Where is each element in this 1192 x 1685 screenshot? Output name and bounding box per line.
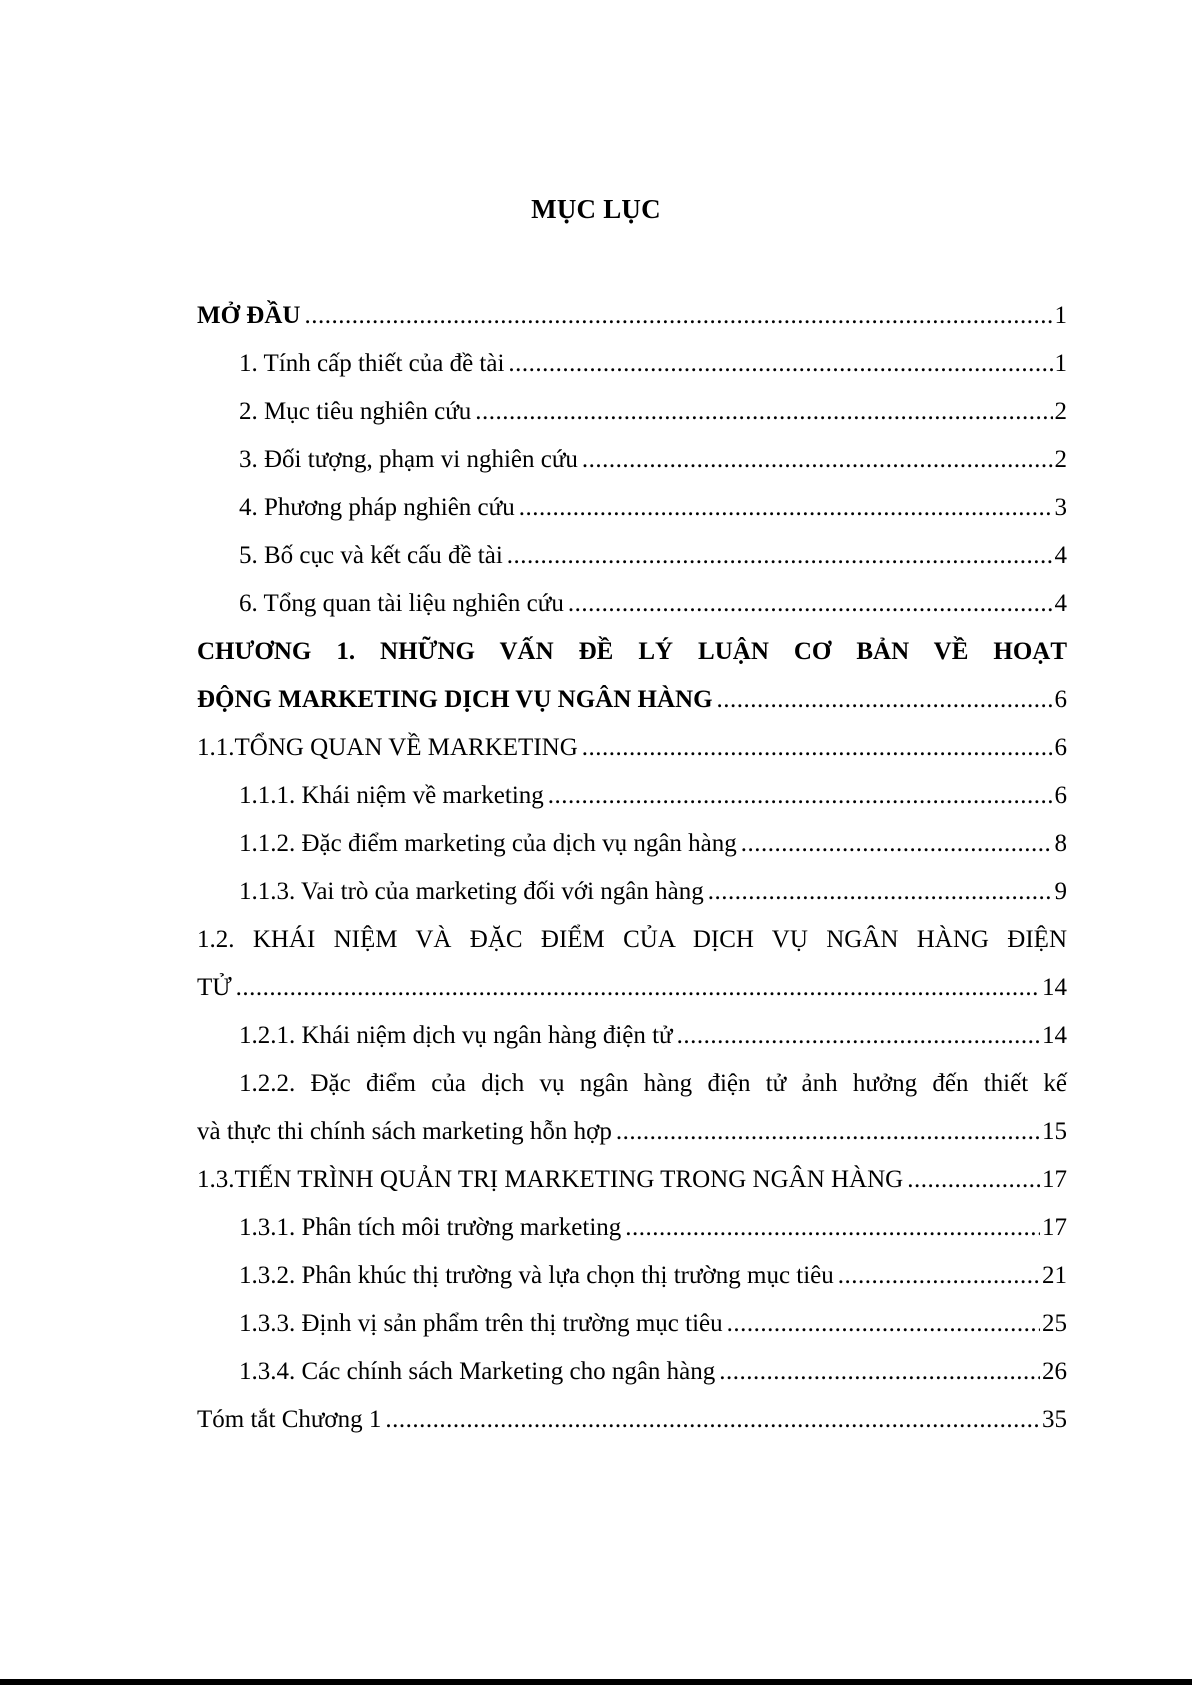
dot-leader <box>508 340 1052 388</box>
toc-page-number: 3 <box>1054 494 1067 521</box>
toc-page-number: 6 <box>1054 686 1067 713</box>
toc-entry-1-3[interactable] <box>197 1156 1067 1204</box>
toc-entry-text: và thực thi chính sách marketing hỗn hợp <box>197 1118 612 1145</box>
toc-entry-phuong-phap[interactable] <box>197 484 1067 532</box>
toc-page-number: 2 <box>1054 398 1067 425</box>
dot-leader <box>568 580 1053 628</box>
toc-entry-text: 1.3.4. Các chính sách Marketing cho ngân hàng <box>239 1358 716 1385</box>
toc-page-number: 6 <box>1054 782 1067 809</box>
bottom-border <box>0 1679 1192 1685</box>
toc-entry-text: 1.3.3. Định vị sản phẩm trên thị trường mục tiêu <box>239 1310 723 1337</box>
toc-page-number: 14 <box>1042 1022 1067 1049</box>
dot-leader <box>838 1252 1040 1300</box>
toc-page-number: 25 <box>1042 1310 1067 1337</box>
dot-leader <box>907 1156 1040 1204</box>
toc-entry-1-2-1[interactable] <box>197 1012 1067 1060</box>
toc-entry-chuong-1-line2[interactable] <box>197 676 1067 724</box>
toc-entry-text: 1.2.2. Đặc điểm của dịch vụ ngân hàng điện tử ảnh hưởng đến thiết kế <box>239 1070 1067 1097</box>
toc-entry-text: 1.1.2. Đặc điểm marketing của dịch vụ ngân hàng <box>239 830 737 857</box>
toc-entry-1-2-2-line2[interactable] <box>197 1108 1067 1156</box>
toc-entry-1-2-line2[interactable] <box>197 964 1067 1012</box>
toc-entry-1-3-3[interactable] <box>197 1300 1067 1348</box>
toc-entry-1-3-2[interactable] <box>197 1252 1067 1300</box>
toc-entry-bo-cuc[interactable] <box>197 532 1067 580</box>
dot-leader <box>385 1396 1040 1444</box>
toc-entry-text: ĐỘNG MARKETING DỊCH VỤ NGÂN HÀNG <box>197 686 713 713</box>
toc-entry-text: Tóm tắt Chương 1 <box>197 1406 382 1433</box>
toc-entry-text: CHƯƠNG 1. NHỮNG VẤN ĐỀ LÝ LUẬN CƠ BẢN VỀ HOẠT <box>197 638 1067 665</box>
toc-entry-1-2-2-line1[interactable] <box>197 1060 1067 1108</box>
toc-entry-text: 3. Đối tượng, phạm vi nghiên cứu <box>239 446 578 473</box>
toc-entry-text: 2. Mục tiêu nghiên cứu <box>239 398 472 425</box>
toc-page-number: 4 <box>1054 590 1067 617</box>
dot-leader <box>582 724 1053 772</box>
dot-leader <box>582 436 1053 484</box>
toc-entry-1-1-2[interactable] <box>197 820 1067 868</box>
toc-entry-1-1-1[interactable] <box>197 772 1067 820</box>
toc-entry-mo-dau[interactable] <box>197 292 1067 340</box>
toc-entry-text: 1.3.2. Phân khúc thị trường và lựa chọn thị trường mục tiêu <box>239 1262 834 1289</box>
toc-entry-text: 1.1.TỔNG QUAN VỀ MARKETING <box>197 734 578 761</box>
dot-leader <box>708 868 1053 916</box>
dot-leader <box>625 1204 1040 1252</box>
toc-page-number: 17 <box>1042 1166 1067 1193</box>
toc-entry-text: 1. Tính cấp thiết của đề tài <box>239 350 505 377</box>
toc-entry-tong-quan-tai-lieu[interactable] <box>197 580 1067 628</box>
toc-page-number: 1 <box>1054 350 1067 377</box>
dot-leader <box>677 1012 1040 1060</box>
table-of-contents <box>197 292 1067 1444</box>
dot-leader <box>548 772 1053 820</box>
toc-entry-text: 1.1.3. Vai trò của marketing đối với ngân hàng <box>239 878 704 905</box>
toc-page-number: 6 <box>1054 734 1067 761</box>
dot-leader <box>475 388 1052 436</box>
toc-entry-text: 5. Bố cục và kết cấu đề tài <box>239 542 503 569</box>
dot-leader <box>304 292 1052 340</box>
dot-leader <box>727 1300 1040 1348</box>
toc-entry-1-3-1[interactable] <box>197 1204 1067 1252</box>
dot-leader <box>741 820 1053 868</box>
toc-entry-1-2-line1[interactable] <box>197 916 1067 964</box>
toc-page-number: 8 <box>1054 830 1067 857</box>
toc-entry-text: 1.2. KHÁI NIỆM VÀ ĐẶC ĐIỂM CỦA DỊCH VỤ NGÂN HÀNG ĐIỆN <box>197 926 1067 953</box>
toc-page-number: 17 <box>1042 1214 1067 1241</box>
toc-entry-chuong-1-line1[interactable] <box>197 628 1067 676</box>
toc-page-number: 2 <box>1054 446 1067 473</box>
toc-entry-doi-tuong[interactable] <box>197 436 1067 484</box>
dot-leader <box>717 676 1053 724</box>
dot-leader <box>616 1108 1040 1156</box>
dot-leader <box>507 532 1053 580</box>
toc-entry-1-3-4[interactable] <box>197 1348 1067 1396</box>
toc-entry-text: 1.3.1. Phân tích môi trường marketing <box>239 1214 622 1241</box>
toc-entry-1-1[interactable] <box>197 724 1067 772</box>
page-title: MỤC LỤC <box>531 194 661 224</box>
toc-page-number: 35 <box>1042 1406 1067 1433</box>
toc-entry-muc-tieu[interactable] <box>197 388 1067 436</box>
toc-page-number: 1 <box>1054 302 1067 329</box>
toc-page-number: 14 <box>1042 974 1067 1001</box>
toc-entry-text: 4. Phương pháp nghiên cứu <box>239 494 515 521</box>
toc-entry-text: TỬ <box>197 974 232 1001</box>
toc-page-number: 26 <box>1042 1358 1067 1385</box>
dot-leader <box>236 964 1040 1012</box>
toc-entry-tom-tat[interactable] <box>197 1396 1067 1444</box>
toc-page-number: 9 <box>1054 878 1067 905</box>
toc-entry-text: 1.2.1. Khái niệm dịch vụ ngân hàng điện tử <box>239 1022 673 1049</box>
toc-entry-text: 1.3.TIẾN TRÌNH QUẢN TRỊ MARKETING TRONG NGÂN HÀNG <box>197 1166 904 1193</box>
toc-entry-1-1-3[interactable] <box>197 868 1067 916</box>
dot-leader <box>719 1348 1040 1396</box>
toc-page-number: 15 <box>1042 1118 1067 1145</box>
toc-page-number: 21 <box>1042 1262 1067 1289</box>
toc-entry-text: 6. Tổng quan tài liệu nghiên cứu <box>239 590 564 617</box>
toc-page-number: 4 <box>1054 542 1067 569</box>
dot-leader <box>519 484 1053 532</box>
toc-entry-text: MỞ ĐẦU <box>197 302 301 329</box>
toc-entry-text: 1.1.1. Khái niệm về marketing <box>239 782 544 809</box>
toc-entry-tinh-cap-thiet[interactable] <box>197 340 1067 388</box>
